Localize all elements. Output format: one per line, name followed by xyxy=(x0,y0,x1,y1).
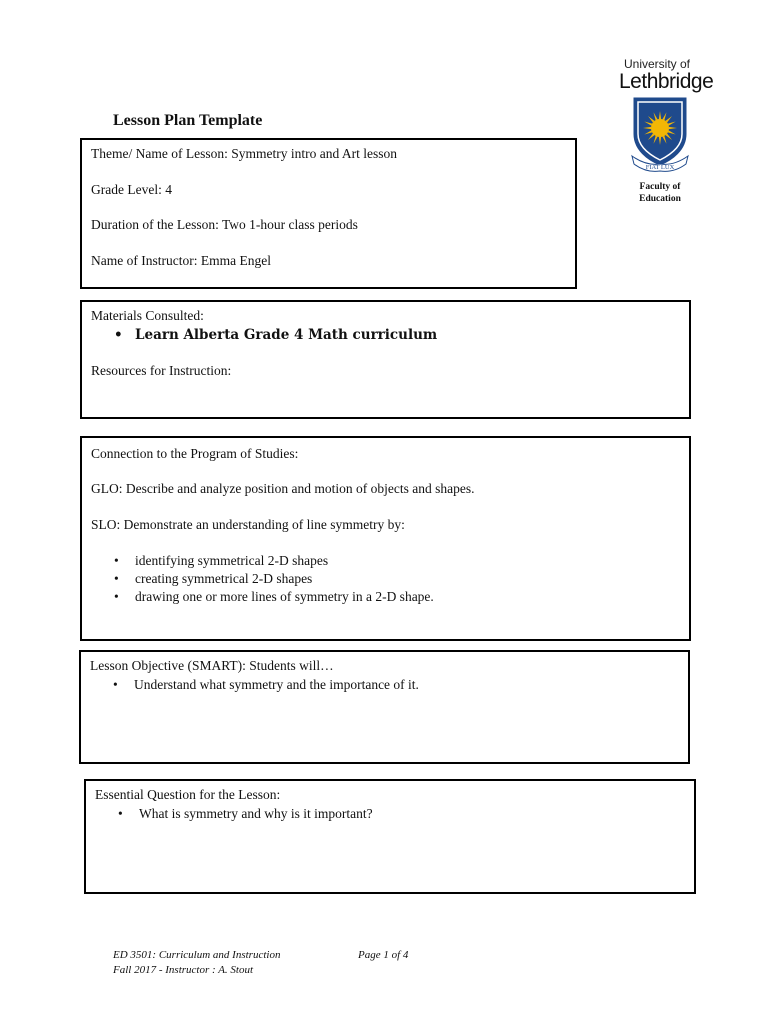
footer-page-number: Page 1 of 4 xyxy=(358,949,409,961)
lesson-duration: Duration of the Lesson: Two 1-hour class periods xyxy=(91,217,358,232)
footer-course: ED 3501: Curriculum and Instruction xyxy=(113,949,281,961)
list-item: • What is symmetry and why is it important? xyxy=(113,805,373,823)
faculty-line1: Faculty of xyxy=(639,182,681,192)
list-item: • drawing one or more lines of symmetry in a 2-D shape. xyxy=(109,588,434,606)
list-item: • Understand what symmetry and the importance of it. xyxy=(108,676,419,694)
resources-label: Resources for Instruction: xyxy=(91,363,232,378)
program-connection-heading: Connection to the Program of Studies: xyxy=(91,446,299,461)
lesson-objective-heading: Lesson Objective (SMART): Students will… xyxy=(90,658,334,673)
faculty-label xyxy=(628,181,692,205)
slo-list xyxy=(109,552,434,606)
materials-label: Materials Consulted: xyxy=(91,308,204,323)
university-of-label: University of xyxy=(624,57,691,71)
list-item: • identifying symmetrical 2-D shapes xyxy=(109,552,434,570)
essential-question-list xyxy=(113,805,373,823)
slo-text: SLO: Demonstrate an understanding of line symmetry by: xyxy=(91,517,405,532)
essential-question-heading: Essential Question for the Lesson: xyxy=(95,787,281,802)
list-item: • creating symmetrical 2-D shapes xyxy=(109,570,434,588)
lethbridge-wordmark: Lethbridge xyxy=(619,70,714,93)
motto-text: FIAT LUX xyxy=(645,164,675,171)
materials-box xyxy=(80,300,691,419)
instructor-name: Name of Instructor: Emma Engel xyxy=(91,253,271,268)
university-shield-logo xyxy=(628,94,692,174)
materials-list xyxy=(109,326,437,344)
faculty-line2: Education xyxy=(639,194,681,204)
lesson-theme: Theme/ Name of Lesson: Symmetry intro and Art lesson xyxy=(91,146,397,161)
document-title: Lesson Plan Template xyxy=(113,112,263,129)
grade-level: Grade Level: 4 xyxy=(91,182,172,197)
glo-text: GLO: Describe and analyze position and motion of objects and shapes. xyxy=(91,481,475,496)
list-item: • Learn Alberta Grade 4 Math curriculum xyxy=(109,326,437,344)
program-connection-box xyxy=(80,436,691,641)
footer-term: Fall 2017 - Instructor : A. Stout xyxy=(113,964,254,976)
objective-list xyxy=(108,676,419,694)
essential-question-box xyxy=(84,779,696,894)
lesson-info-box xyxy=(80,138,577,289)
lesson-objective-box xyxy=(79,650,690,764)
